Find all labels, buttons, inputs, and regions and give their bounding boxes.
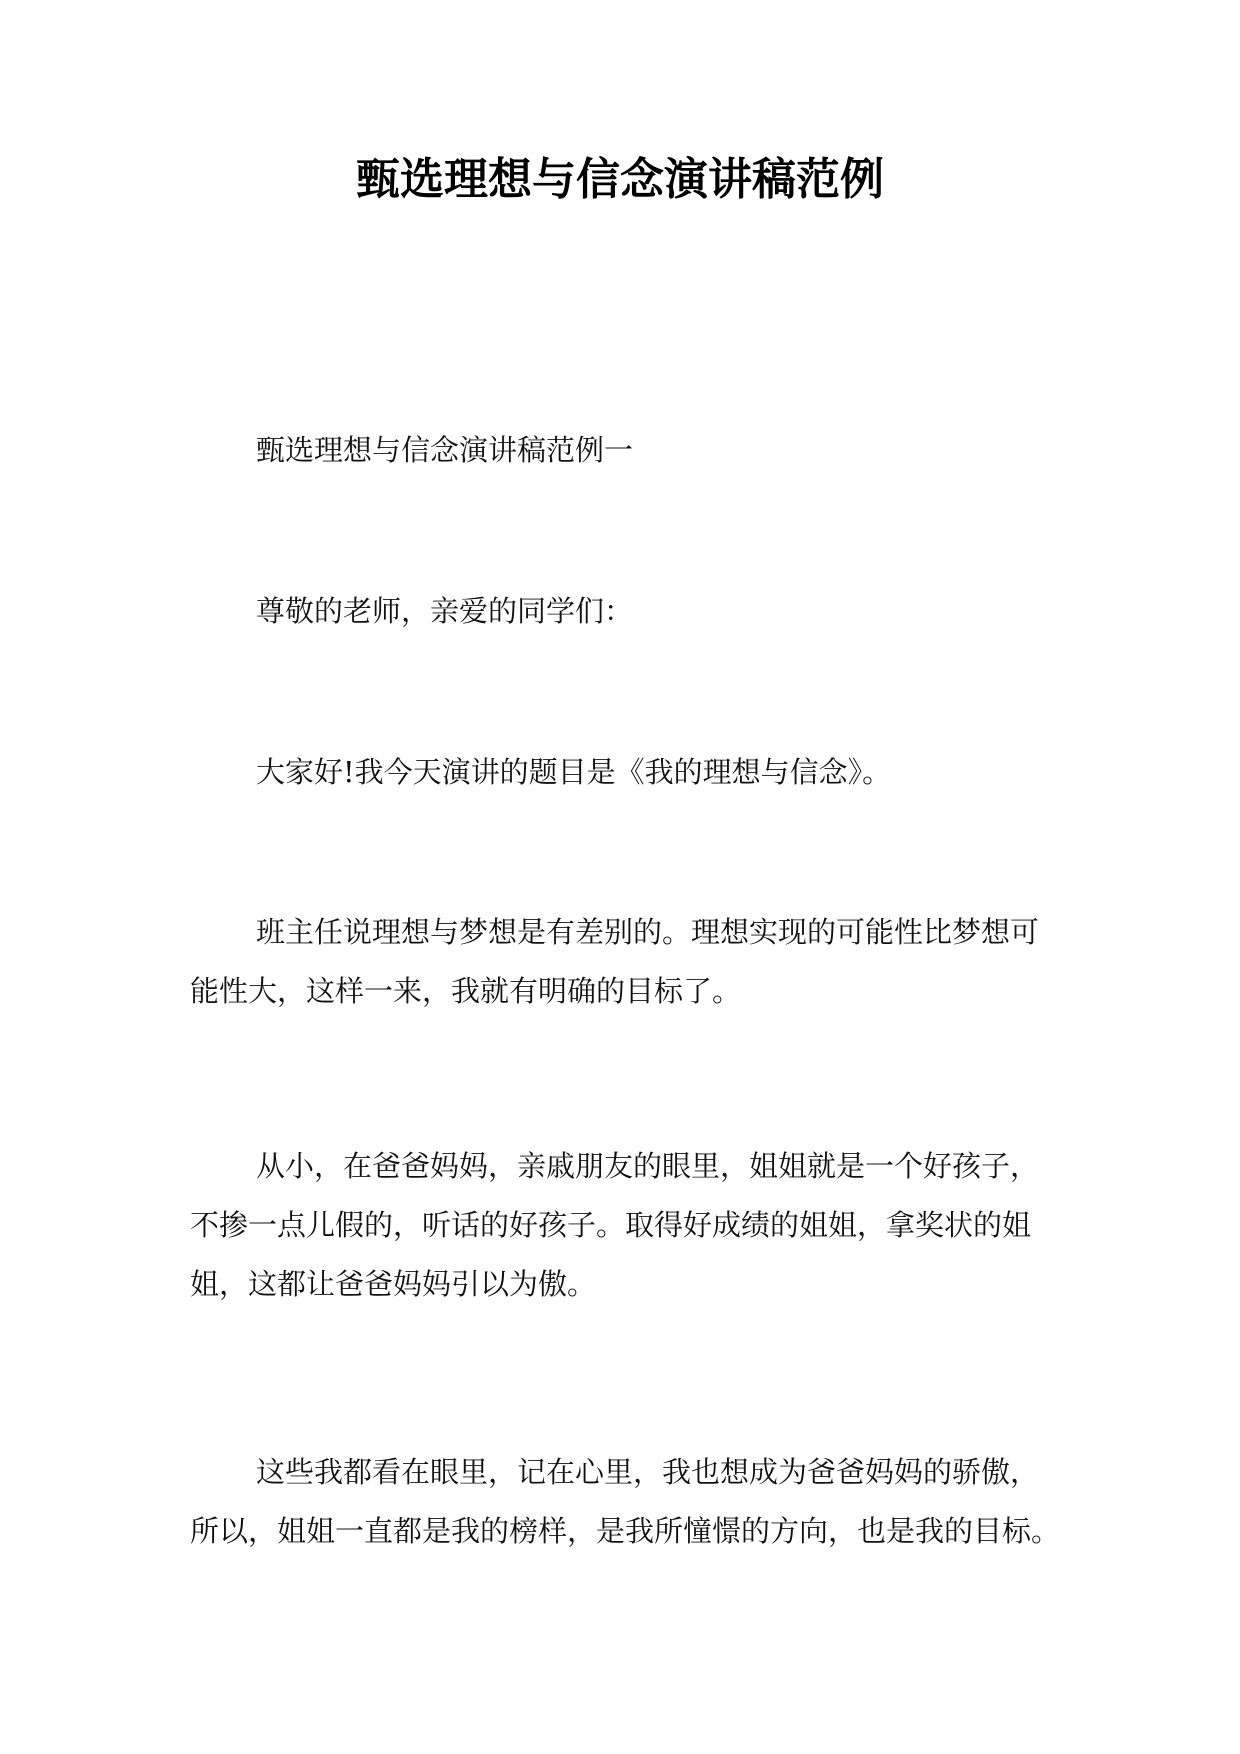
body-paragraph: 这些我都看在眼里，记在心里，我也想成为爸爸妈妈的骄傲，所以，姐姐一直都是我的榜样，是我所憧憬的方向，也是我的目标。 [190,1455,1061,1548]
section-subtitle: 甄选理想与信念演讲稿范例一 [256,433,634,467]
greeting-paragraph: 尊敬的老师，亲爱的同学们： [256,594,634,628]
intro-paragraph: 大家好!我今天演讲的题目是《我的理想与信念》。 [256,755,892,789]
document-title: 甄选理想与信念演讲稿范例 [356,154,884,205]
body-paragraph: 从小，在爸爸妈妈，亲戚朋友的眼里，姐姐就是一个好孩子，不掺一点儿假的，听话的好孩子。取得好成绩的姐姐，拿奖状的姐姐，这都让爸爸妈妈引以为傲。 [190,1149,1040,1301]
body-paragraph: 班主任说理想与梦想是有差别的。理想实现的可能性比梦想可能性大，这样一来，我就有明确的目标了。 [190,915,1040,1008]
document-body [190,420,1060,1561]
